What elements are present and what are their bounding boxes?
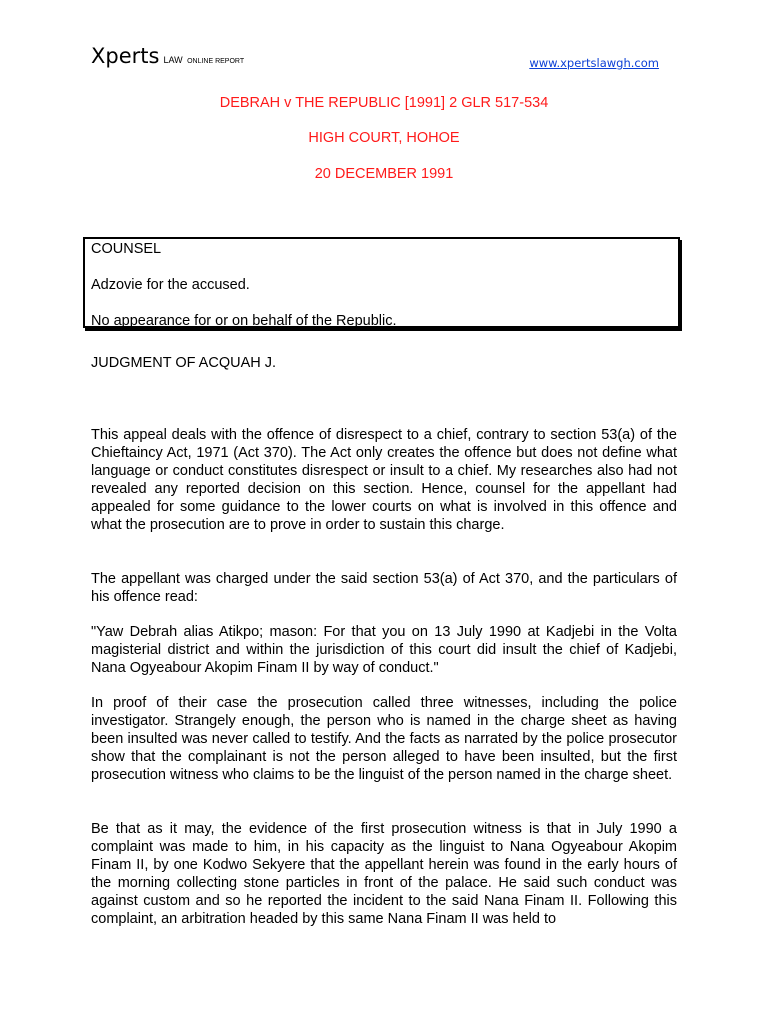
report-header <box>91 44 677 74</box>
counsel-accused: Adzovie for the accused. <box>91 277 250 293</box>
case-court: HIGH COURT, HOHOE <box>308 130 460 146</box>
judgment-paragraph: The appellant was charged under the said section 53(a) of Act 370, and the particulars of his offence read: <box>91 571 677 605</box>
counsel-box <box>83 237 680 328</box>
judgment-paragraph: In proof of their case the prosecution called three witnesses, including the police investigator. Strangely enough, the person who is named in the charge sheet as having been insulted was never called to testify. And the facts as narrated by the police prosecutor show that the complainant is not the person alleged to have been insulted, but the first prosecution witness who claims to be the linguist of the person named in the charge sheet. <box>91 695 677 783</box>
judgment-paragraph: This appeal deals with the offence of disrespect to a chief, contrary to section 53(a) of the Chieftaincy Act, 1971 (Act 370). The Act only creates the offence but does not define what language or conduct constitutes disrespect or insult to a chief. My researches also had not revealed any reported decision on this section. Hence, counsel for the appellant had appealed for some guidance to the lower courts on what is involved in this offence and what the prosecution are to prove in order to sustain this charge. <box>91 427 677 533</box>
brand-name: Xperts <box>91 44 160 68</box>
brand-subtitle: ONLINE REPORT <box>187 58 245 65</box>
counsel-heading: COUNSEL <box>91 241 162 257</box>
brand-law: LAW <box>163 55 183 65</box>
quoted-charge-paragraph: "Yaw Debrah alias Atikpo; mason: For that you on 13 July 1990 at Kadjebi in the Volta magisterial district and within the jurisdiction of this court did insult the chief of Kadjebi, Nana Ogyeabour Akopim Finam II by way of conduct." <box>91 624 677 676</box>
judgment-title: JUDGMENT OF ACQUAH J. <box>91 355 277 371</box>
counsel-republic: No appearance for or on behalf of the Republic. <box>91 313 397 329</box>
case-title: DEBRAH v THE REPUBLIC [1991] 2 GLR 517-534 <box>219 95 549 111</box>
case-date: 20 DECEMBER 1991 <box>314 166 454 182</box>
brand-logo <box>91 44 244 68</box>
judgment-paragraph: Be that as it may, the evidence of the first prosecution witness is that in July 1990 a complaint was made to him, in his capacity as the linguist to Nana Ogyeabour Akopim Finam II, by one Kodwo Sekyere that the appellant herein was found in the early hours of the morning collecting stone particles in front of the palace. He said such conduct was against custom and so he reported the incident to the said Nana Finam II. Following this complaint, an arbitration headed by this same Nana Finam II was held to <box>91 821 677 927</box>
website-link[interactable]: www.xpertslawgh.com <box>529 56 659 70</box>
